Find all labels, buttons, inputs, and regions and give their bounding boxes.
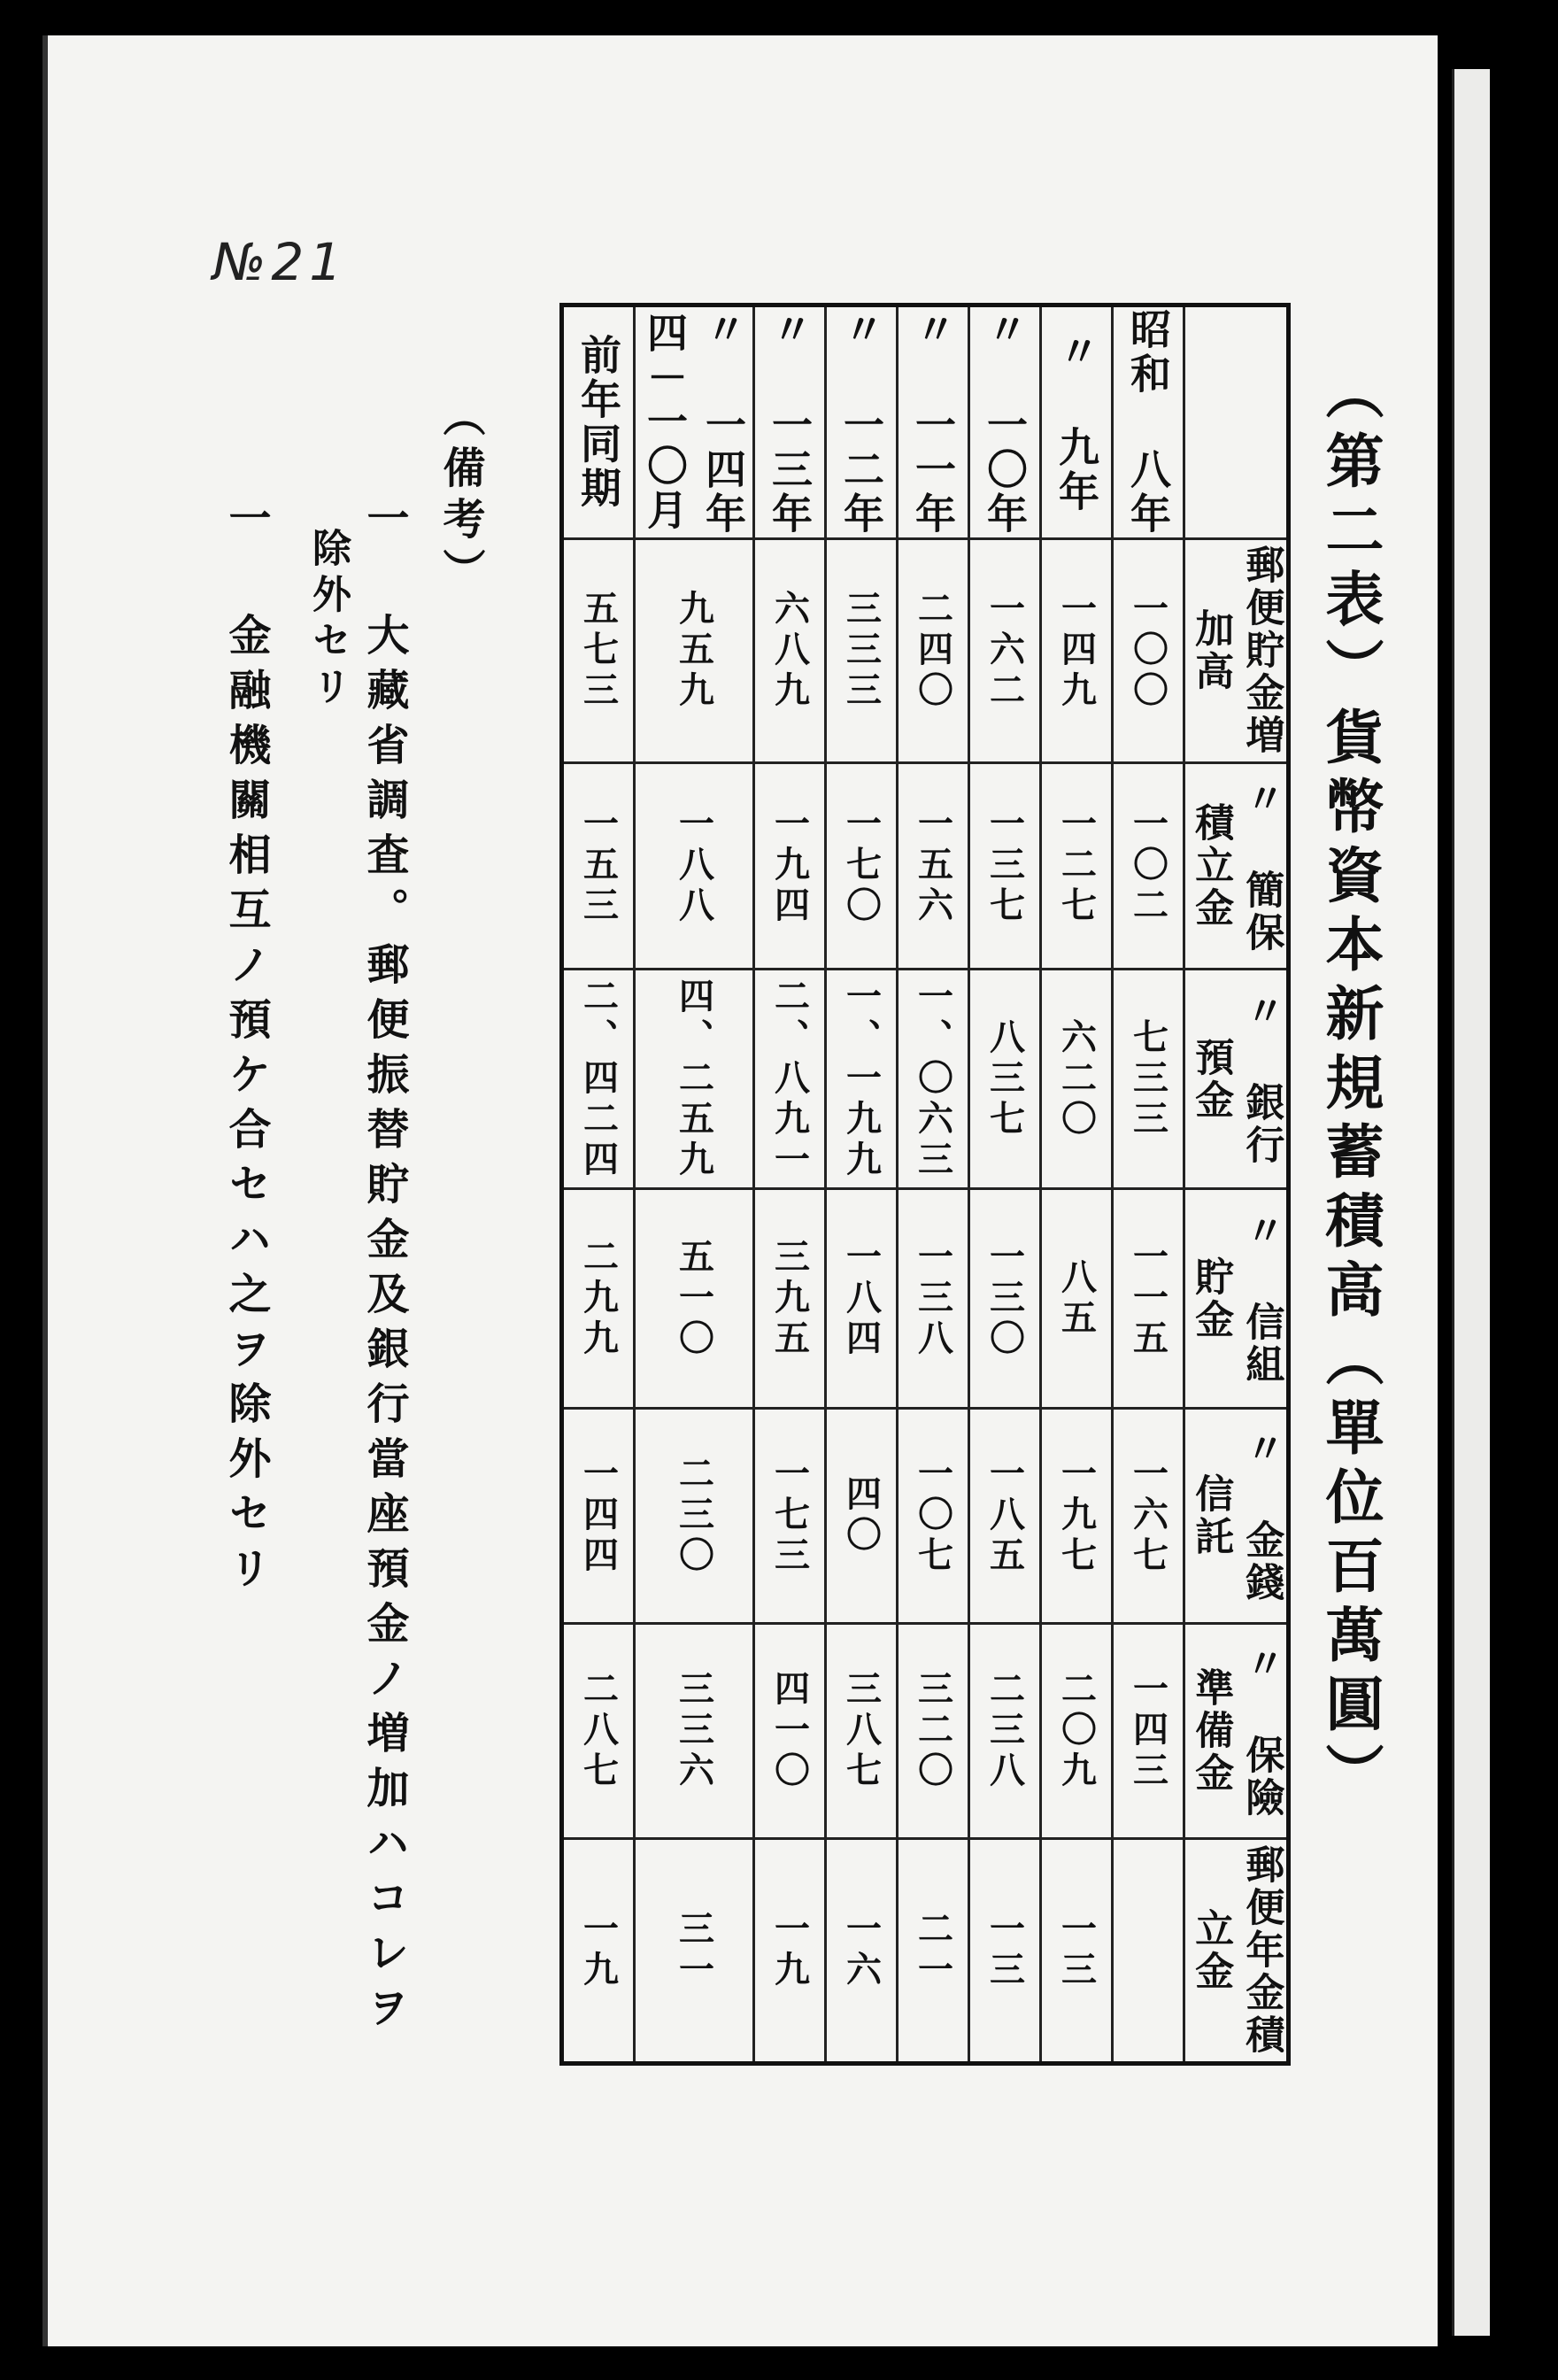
table-cell: 一三〇 (969, 1189, 1041, 1409)
table-cell: 三二〇 (898, 1624, 969, 1839)
table-cell: 一四四 (562, 1409, 635, 1624)
table-cell: 一八八 (635, 763, 754, 970)
table-cell: 一六七 (1113, 1409, 1184, 1624)
row-label: 前年同期 (562, 305, 635, 539)
table-cell: 一五六 (898, 763, 969, 970)
table-cell: 一三八 (898, 1189, 969, 1409)
row-label: 〃 九年 (1041, 305, 1113, 539)
row-label: 〃 一四年 四－一〇月 (635, 305, 754, 539)
column-header: 郵便年金積立金 (1184, 1839, 1289, 2064)
table-cell: 一九七 (1041, 1409, 1113, 1624)
table-cell: 一四三 (1113, 1624, 1184, 1839)
page-edge (1452, 69, 1490, 2336)
table-cell: 三一 (635, 1839, 754, 2064)
table-row (1113, 305, 1184, 2064)
table-cell: 三三六 (635, 1624, 754, 1839)
table-corner-cell (1184, 305, 1289, 539)
table-cell: 一八五 (969, 1409, 1041, 1624)
table-cell: 二八七 (562, 1624, 635, 1839)
column-header: 〃 銀行預金 (1184, 970, 1289, 1189)
table-cell: 一五三 (562, 763, 635, 970)
table-cell: 四一〇 (754, 1624, 826, 1839)
table-cell: 一六二 (969, 539, 1041, 763)
row-label: 昭和 八年 (1113, 305, 1184, 539)
table-cell: 一一五 (1113, 1189, 1184, 1409)
table-cell: 二一 (898, 1839, 969, 2064)
table-header-row (1184, 305, 1289, 2064)
column-header: 〃 信組貯金 (1184, 1189, 1289, 1409)
column-header: 〃 金錢信託 (1184, 1409, 1289, 1624)
table-row (635, 305, 754, 2064)
table-cell: 二四〇 (898, 539, 969, 763)
table-cell: 一九 (754, 1839, 826, 2064)
table-cell: 一、一九九 (826, 970, 898, 1189)
table-row (898, 305, 969, 2064)
table-cell: 二、四二四 (562, 970, 635, 1189)
note-item: 一 大藏省調査。郵便振替貯金及銀行當座預金ノ増加ハコレヲ (359, 496, 409, 2040)
row-label: 〃 一二年 (826, 305, 898, 539)
table-row (826, 305, 898, 2064)
table-cell: 五一〇 (635, 1189, 754, 1409)
table-row (1041, 305, 1113, 2064)
table-cell: 一七三 (754, 1409, 826, 1624)
table-cell: 一七〇 (826, 763, 898, 970)
savings-table (559, 303, 1291, 2066)
column-header: 郵便貯金増加高 (1184, 539, 1289, 763)
table-cell: 一六 (826, 1839, 898, 2064)
table-row (754, 305, 826, 2064)
table-row (562, 305, 635, 2064)
row-label: 〃 一〇年 (969, 305, 1041, 539)
row-label: 〃 一三年 (754, 305, 826, 539)
table-cell: 一三七 (969, 763, 1041, 970)
table-cell: 三八七 (826, 1624, 898, 1839)
table-cell: 二、八九一 (754, 970, 826, 1189)
table-cell: 一〇七 (898, 1409, 969, 1624)
column-header: 〃 簡保積立金 (1184, 763, 1289, 970)
table-cell: 一二七 (1041, 763, 1113, 970)
table-cell: 六八九 (754, 539, 826, 763)
table-cell: 七三三 (1113, 970, 1184, 1189)
table-cell: 二三〇 (635, 1409, 754, 1624)
table-cell: 八五 (1041, 1189, 1113, 1409)
note-item-continuation: 除外セリ (305, 528, 351, 712)
row-label: 〃 一一年 (898, 305, 969, 539)
column-header: 〃 保險準備金 (1184, 1624, 1289, 1839)
table-cell: 一四九 (1041, 539, 1113, 763)
table-cell: 五七三 (562, 539, 635, 763)
table-cell: 一八四 (826, 1189, 898, 1409)
table-cell: 二三八 (969, 1624, 1041, 1839)
table-cell: 一九四 (754, 763, 826, 970)
page-number: №21 (212, 232, 348, 292)
note-item: 一 金融機關相互ノ預ケ合セハ之ヲ除外セリ (221, 496, 271, 1601)
table-cell: 三三三 (826, 539, 898, 763)
table-cell (1113, 1839, 1184, 2064)
notes-heading: （備考） (436, 394, 485, 599)
table-cell: 六二〇 (1041, 970, 1113, 1189)
table-cell: 一三 (1041, 1839, 1113, 2064)
table-cell: 二九九 (562, 1189, 635, 1409)
table-cell: 三九五 (754, 1189, 826, 1409)
table-cell: 二〇九 (1041, 1624, 1113, 1839)
table-title: （第二表）貨幣資本新規蓄積高（單位百萬圓） (1315, 361, 1384, 1812)
table-cell: 一〇二 (1113, 763, 1184, 970)
table-cell: 一三 (969, 1839, 1041, 2064)
table-cell: 四〇 (826, 1409, 898, 1624)
table-row (969, 305, 1041, 2064)
table-cell: 一九 (562, 1839, 635, 2064)
table-cell: 四、二五九 (635, 970, 754, 1189)
table-cell: 一〇〇 (1113, 539, 1184, 763)
table-cell: 一、〇六三 (898, 970, 969, 1189)
table-cell: 八三七 (969, 970, 1041, 1189)
table-cell: 九五九 (635, 539, 754, 763)
